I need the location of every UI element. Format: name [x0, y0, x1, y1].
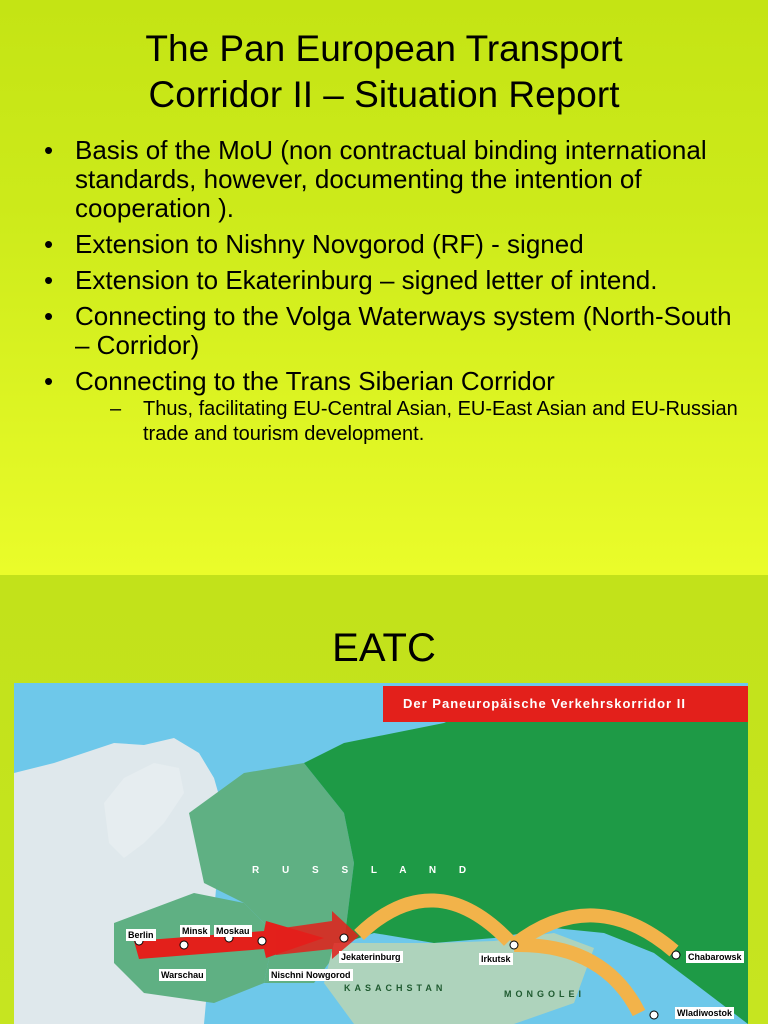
bullet-dot: •: [44, 265, 54, 295]
slide-eatc: [0, 575, 768, 1024]
bullet-item: [40, 230, 740, 259]
city-marker: [258, 937, 266, 945]
bullet-text: Connecting to the Volga Waterways system (North-South – Corridor): [75, 301, 732, 360]
corridor-map: [14, 683, 748, 1024]
city-marker: [340, 934, 348, 942]
city-marker: [650, 1011, 658, 1019]
bullet-list: [40, 136, 740, 454]
bullet-text: Connecting to the Trans Siberian Corridor: [75, 366, 555, 396]
slide-title: EATC: [332, 626, 436, 670]
city-label-moskau: Moskau: [216, 926, 250, 936]
city-label-chabarowsk: Chabarowsk: [688, 952, 742, 962]
bullet-item: [40, 367, 740, 447]
bullet-text: Extension to Nishny Novgorod (RF) - signed: [75, 229, 584, 259]
bullet-item: [40, 266, 740, 295]
bullet-item: [40, 302, 740, 360]
city-label-irkutsk: Irkutsk: [481, 954, 511, 964]
bullet-text: Basis of the MoU (non contractual binding international standards, however, documenting the intention of cooperation ).: [75, 135, 707, 223]
city-label-warschau: Warschau: [161, 970, 204, 980]
city-label-berlin: Berlin: [128, 930, 154, 940]
bullet-dot: •: [44, 135, 54, 165]
sub-bullet-text: Thus, facilitating EU-Central Asian, EU-East Asian and EU-Russian trade and tourism development.: [143, 398, 738, 445]
title-line-1: The Pan European Transport: [145, 28, 623, 69]
map-banner: Der Paneuropäische Verkehrskorridor II: [383, 686, 748, 722]
city-marker: [510, 941, 518, 949]
bullet-dot: •: [44, 301, 54, 331]
sub-bullet-item: [75, 397, 740, 447]
country-label-russia: R U S S L A N D: [252, 865, 477, 876]
bullet-text: Extension to Ekaterinburg – signed letter of intend.: [75, 265, 658, 295]
city-marker: [180, 941, 188, 949]
bullet-dot: •: [44, 229, 54, 259]
city-label-nischni: Nischni Nowgorod: [271, 970, 351, 980]
country-label-kazakhstan: KASACHSTAN: [344, 983, 447, 993]
country-label-mongolia: MONGOLEI: [504, 989, 585, 999]
city-label-minsk: Minsk: [182, 926, 208, 936]
title-line-2: Corridor II – Situation Report: [148, 74, 620, 115]
map-graphic: [14, 683, 748, 1024]
city-label-jekaterinburg: Jekaterinburg: [341, 952, 401, 962]
city-label-wladiwostok: Wladiwostok: [677, 1008, 733, 1018]
city-marker: [672, 951, 680, 959]
sub-bullet-dash: –: [110, 398, 122, 420]
bullet-dot: •: [44, 366, 54, 396]
slide-title: [0, 26, 768, 118]
bullet-item: [40, 136, 740, 223]
